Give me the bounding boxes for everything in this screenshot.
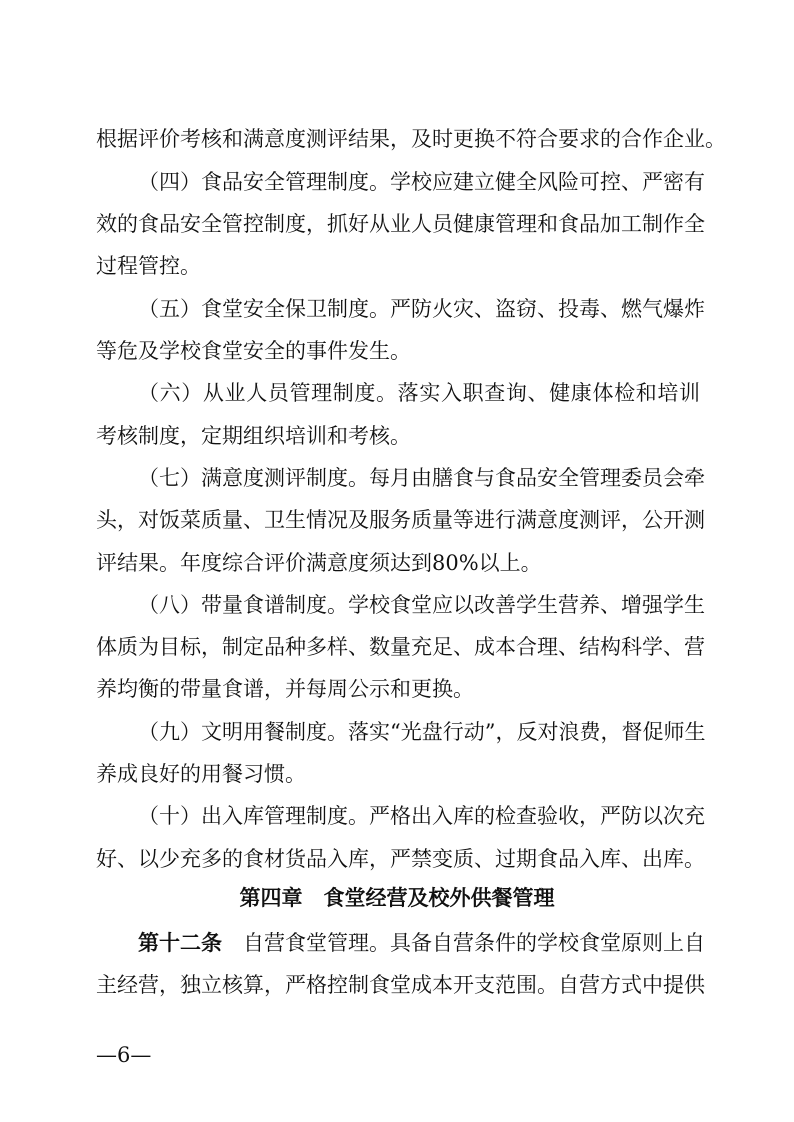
paragraph-line: （七）满意度测评制度。每月由膳食与食品安全管理委员会牵 bbox=[138, 466, 705, 490]
paragraph-line: 体质为目标，制定品种多样、数量充足、成本合理、结构科学、营 bbox=[96, 635, 705, 659]
paragraph-line: 等危及学校食堂安全的事件发生。 bbox=[96, 339, 411, 363]
article-first-line bbox=[138, 928, 705, 958]
page-number: —6— bbox=[96, 1043, 152, 1067]
article-text: 自营食堂管理。具备自营条件的学校食堂原则上自 bbox=[243, 931, 705, 955]
paragraph-line: 主经营，独立核算，严格控制食堂成本开支范围。自营方式中提供 bbox=[96, 973, 705, 997]
paragraph-line: 根据评价考核和满意度测评结果，及时更换不符合要求的合作企业。 bbox=[96, 127, 726, 151]
paragraph-line: 养均衡的带量食谱，并每周公示和更换。 bbox=[96, 677, 474, 701]
paragraph-line: 评结果。年度综合评价满意度须达到80%以上。 bbox=[96, 551, 542, 575]
paragraph-line: （四）食品安全管理制度。学校应建立健全风险可控、严密有 bbox=[138, 170, 705, 194]
paragraph-line: （五）食堂安全保卫制度。严防火灾、盗窃、投毒、燃气爆炸 bbox=[138, 297, 705, 321]
paragraph-line: 养成良好的用餐习惯。 bbox=[96, 762, 306, 786]
article-title: 第十二条 bbox=[138, 931, 222, 955]
paragraph-line: （六）从业人员管理制度。落实入职查询、健康体检和培训 bbox=[138, 381, 700, 405]
paragraph-line: （十）出入库管理制度。严格出入库的检查验收，严防以次充 bbox=[138, 804, 705, 828]
paragraph-line: 效的食品安全管控制度，抓好从业人员健康管理和食品加工制作全 bbox=[96, 212, 705, 236]
paragraph-line: 头，对饭菜质量、卫生情况及服务质量等进行满意度测评，公开测 bbox=[96, 508, 705, 532]
chapter-heading: 第四章 食堂经营及校外供餐管理 bbox=[239, 886, 555, 910]
paragraph-line: 过程管控。 bbox=[96, 254, 201, 278]
paragraph-line: （八）带量食谱制度。学校食堂应以改善学生营养、增强学生 bbox=[138, 593, 705, 617]
paragraph-line: 考核制度，定期组织培训和考核。 bbox=[96, 424, 411, 448]
paragraph-line: 好、以少充多的食材货品入库，严禁变质、过期食品入库、出库。 bbox=[96, 847, 705, 871]
paragraph-line: （九）文明用餐制度。落实“光盘行动”，反对浪费，督促师生 bbox=[138, 720, 706, 744]
